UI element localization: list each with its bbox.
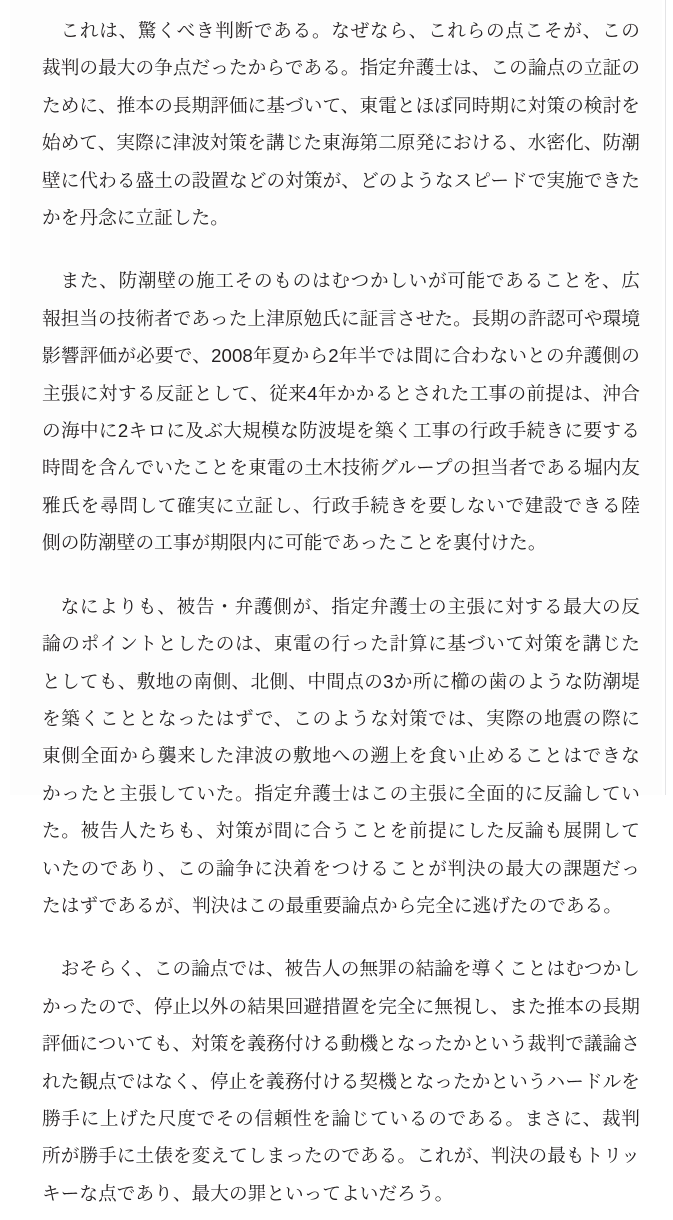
paragraph-3: なによりも、被告・弁護側が、指定弁護士の主張に対する最大の反論のポイントとしたのは、東電の行った計算に基づいて対策を講じたとしても、敷地の南側、北側、中間点の3か所に櫛の歯のような防潮堤を築くこととなったはずで、このような対策では、実際の地震の際に東側全面から襲来した津波の敷地への遡上を食い止めることはできなかったと主張していた。指定弁護士はこの主張に全面的に反論していた。被告人たちも、対策が間に合うことを前提にした反論も展開していたのであり、この論争に決着をつけることが判決の最大の課題だったはずであるが、判決はこの最重要論点から完全に逃げたのである。 xyxy=(42,595,640,916)
article-body xyxy=(10,0,662,1204)
paragraph-4: おそらく、この論点では、被告人の無罪の結論を導くことはむつかしかったので、停止以外の結果回避措置を完全に無視し、また推本の長期評価についても、対策を義務付ける動機となったかという裁判で議論された観点ではなく、停止を義務付ける契機となったかというハードルを勝手に上げた尺度でその信頼性を論じているのである。まさに、裁判所が勝手に土俵を変えてしまったのである。これが、判決の最もトリッキーな点であり、最大の罪といってよいだろう。 xyxy=(42,958,640,1204)
paragraph-1: これは、驚くべき判断である。なぜなら、これらの点こそが、この裁判の最大の争点だったからである。指定弁護士は、この論点の立証のために、推本の長期評価に基づいて、東電とほぼ同時期に対策の検討を始めて、実際に津波対策を講じた東海第二原発における、水密化、防潮壁に代わる盛土の設置などの対策が、どのようなスピードで実施できたかを丹念に立証した。 xyxy=(42,20,641,229)
right-margin-rule xyxy=(665,0,666,795)
bottom-spacer xyxy=(10,1212,662,1220)
paragraph-2: また、防潮壁の施工そのものはむつかしいが可能であることを、広報担当の技術者であった上津原勉氏に証言させた。長期の許認可や環境影響評価が必要で、2008年夏から2年半では間に合わないとの弁護側の主張に対する反証として、従来4年かかるとされた工事の前提は、沖合の海中に2キロに及ぶ大規模な防波堤を築く工事の行政手続きに要する時間を含んでいたことを東電の土木技術グループの担当者である堀内友雅氏を尋問して確実に立証し、行政手続きを要しないで建設できる陸側の防潮壁の工事が期限内に可能であったことを裏付けた。 xyxy=(42,270,641,554)
